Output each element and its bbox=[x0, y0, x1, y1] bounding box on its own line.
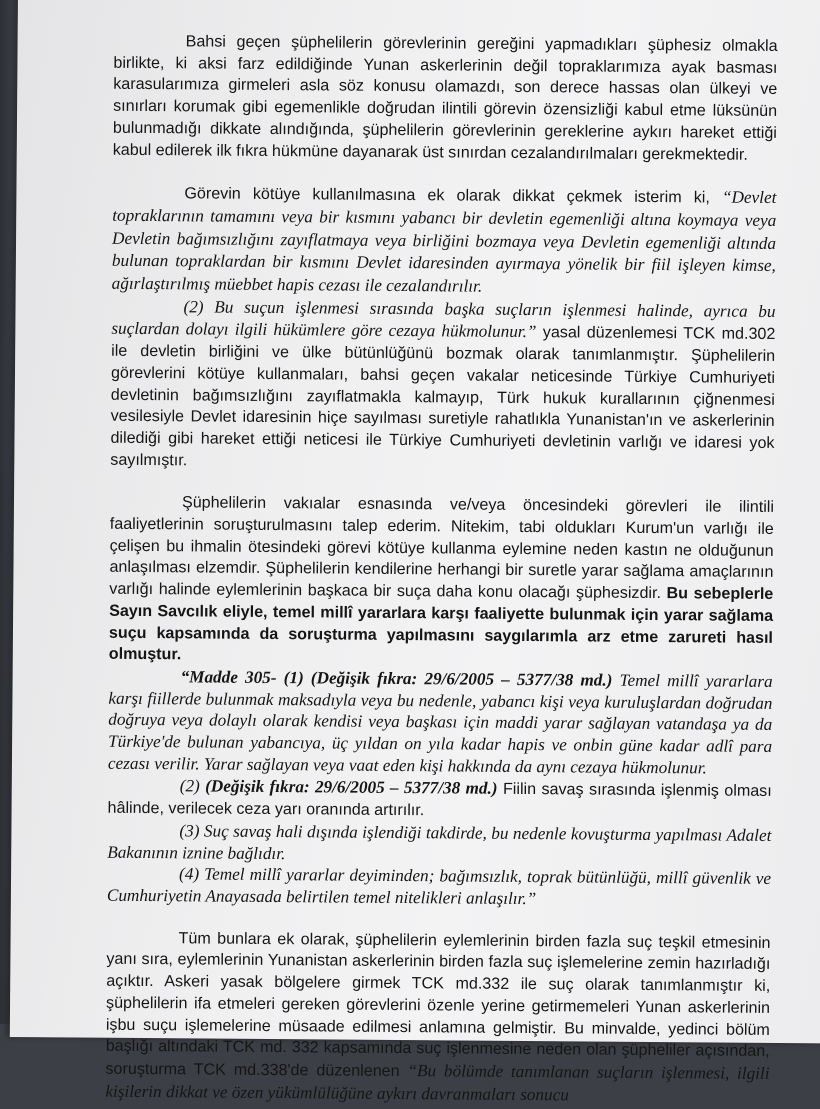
paragraph-5 bbox=[105, 927, 770, 1108]
madde-305-heading: “Madde 305- (1) (Değişik fıkra: 29/6/2005 – 5377/38 md.) bbox=[180, 667, 613, 690]
paragraph-1: Bahsi geçen şüphelilerin görevlerinin gereğini yapmadıkları şüphesiz olmakla birlikte, ki aksi farz edildiğinde Yunan askerlerinin değil topraklarımıza ayak basması karasularımıza girmeleri asla söz konusu olamazdı, son derece hassas olan ülkeyi ve sınırları korumak gibi egemenlikle doğrudan ilintili görevin özensizliği kabul etme lüksünün bulunmadığı dikkate alındığında, şüphelilerin görevlerinin gereklerine aykırı hareket ettiği kabul edilerek ilk fıkra hükmüne dayanarak üst sınırdan cezalandırılmaları gerekmektedir. bbox=[112, 32, 778, 164]
madde-305-paragraph-4: (4) Temel millî yararlar deyiminden; bağımsızlık, toprak bütünlüğü, millî güvenlik ve Cumhuriyetin Anayasada belirtilen temel nitelikleri anlaşılır.” bbox=[106, 864, 772, 909]
tck-302-quote-1: “Devlet topraklarının tamamını veya bir kısmını yabancı bir devletin egemenliği altına koymaya veya Devletin bağımsızlığını zayıflatmaya veya birliğini bozmaya veya Devletin egemenliği altında bulunan topraklardan bir kısmını Devlet idaresinden ayırmaya yönelik bir fiil işleyen kimse, ağırlaştırılmış müebbet hapis cezası ile cezalandırılır. bbox=[111, 187, 777, 296]
paragraph-2 bbox=[112, 182, 777, 301]
document-body bbox=[105, 31, 777, 1109]
madde-305-2-heading: (Değişik fıkra: 29/6/2005 – 5377/38 md.) bbox=[205, 775, 498, 798]
madde-305-text: Temel millî yararlara karşı fiillerde bulunmak maksadıyla veya bu nedenle, yabancı kişi veya kuruluşlardan doğrudan doğruya veya dolaylı olarak kendisi veya başkası için maddi yarar sağlayan vatandaşa ya da Türkiye'de bulunan yabancıya, üç yıldan on yıla kadar hapis ve onbin güne kadar adlî para cezası verilir. Yarar sağlayan veya vaat eden kişi hakkında da aynı cezaya hükmolunur. bbox=[107, 670, 773, 778]
paragraph-4-request: Bu sebeplerle Sayın Savcılık eliyle, temel millî yararlara karşı faaliyette bulunmak için yarar sağlama suçu kapsamında da soruşturma yapılmasını saygılarımla arz etme zarureti hasıl olmuştur. bbox=[108, 584, 774, 664]
paragraph-2-intro: Görevin kötüye kullanılmasına ek olarak dikkat çekmek isterim ki, bbox=[184, 184, 723, 207]
tck-302-quote-2: (2) Bu suçun işlenmesi sırasında başka suçların işlenmesi halinde, ayrıca bu suçlardan dolayı ilgili hükümlere göre cezaya hükmolunur.” bbox=[111, 297, 776, 342]
madde-305-2-number: (2) bbox=[179, 775, 206, 795]
paragraph-4 bbox=[109, 492, 774, 671]
tck-338-quote: “Bu bölümde tanımlanan suçların işlenmesi, ilgili kişilerin dikkat ve özen yükümlülüğüne aykırı davranmaları sonucu bbox=[105, 1061, 770, 1105]
paragraph-3-text: yasal düzenlemesi TCK md.302 ile devletin birliğini ve ülke bütünlüğünü bozmak olarak tanımlanmıştır. Şüphelilerin görevlerini kötüye kullanmaları, bahsi geçen vakalar neticesinde Türkiye Cumhuriyeti devletinin bağımsızlığını zayıflatmakla kalmayıp, Türk hukuk kurallarının çiğnenmesi vesilesiyle Devlet idaresinin hiçe sayılması suretiyle rahatlıkla Yunanistan'ın ve askerlerinin dilediği gibi hareket ettiği neticesi ile Türkiye Cumhuriyeti devletinin varlığı ve idaresi yok sayılmıştır. bbox=[110, 323, 776, 469]
madde-305-paragraph-3: (3) Suç savaş hali dışında işlendiği takdirde, bu nedenle kovuşturma yapılması Adalet Bakanının iznine bağlıdır. bbox=[107, 821, 772, 863]
document-page bbox=[10, 0, 820, 1105]
madde-305-paragraph-1 bbox=[108, 666, 773, 780]
paragraph-5-text: Tüm bunlara ek olarak, şüphelilerin eylemlerinin birden fazla suç teşkil etmesinin yanı sıra, eylemlerinin Yunanistan askerlerinin birden fazla suç işlemelerine zemin hazırladığı açıktır. Askeri yasak bölgelere girmek TCK md.332 ile suç olarak tanımlanmıştır ki, şüphelilerin ifa etmeleri gereken görevlerini özenle yerine getirmemeleri Yunan askerlerinin işbu suçu işlemelerine müsaade edilmesi anlamına gelmiştir. Bu minvalde, yedinci bölüm başlığı altındaki TCK md. 332 kapsamında suç işlenmesine neden olan şüpheliler açısından, soruşturma TCK md.338'de düzenlenen bbox=[105, 929, 771, 1081]
paragraph-4-text: Şüphelilerin vakıalar esnasında ve/veya öncesindeki görevleri ile ilintili faaliyetlerinin soruşturulmasını talep ederim. Nitekim, tabi oldukları Kurum'un varlığı ile çelişen bu ihmalin ötesindeki görevi kötüye kullanma eylemine neden kastın ne olduğunun anlaşılması elzemdir. Şüphelilerin kendilerine herhangi bir suretle yarar sağlama amaçlarının varlığı halinde eylemlerinin başkaca bir suça daha konu olacağı şüphesizdir. bbox=[109, 493, 775, 603]
paragraph-3 bbox=[110, 295, 775, 476]
madde-305-paragraph-2 bbox=[108, 774, 772, 825]
madde-305-2-text: Fiilin savaş sırasında işlenmiş olması hâlinde, verilecek ceza yarı oranında artırılır. bbox=[107, 779, 772, 820]
